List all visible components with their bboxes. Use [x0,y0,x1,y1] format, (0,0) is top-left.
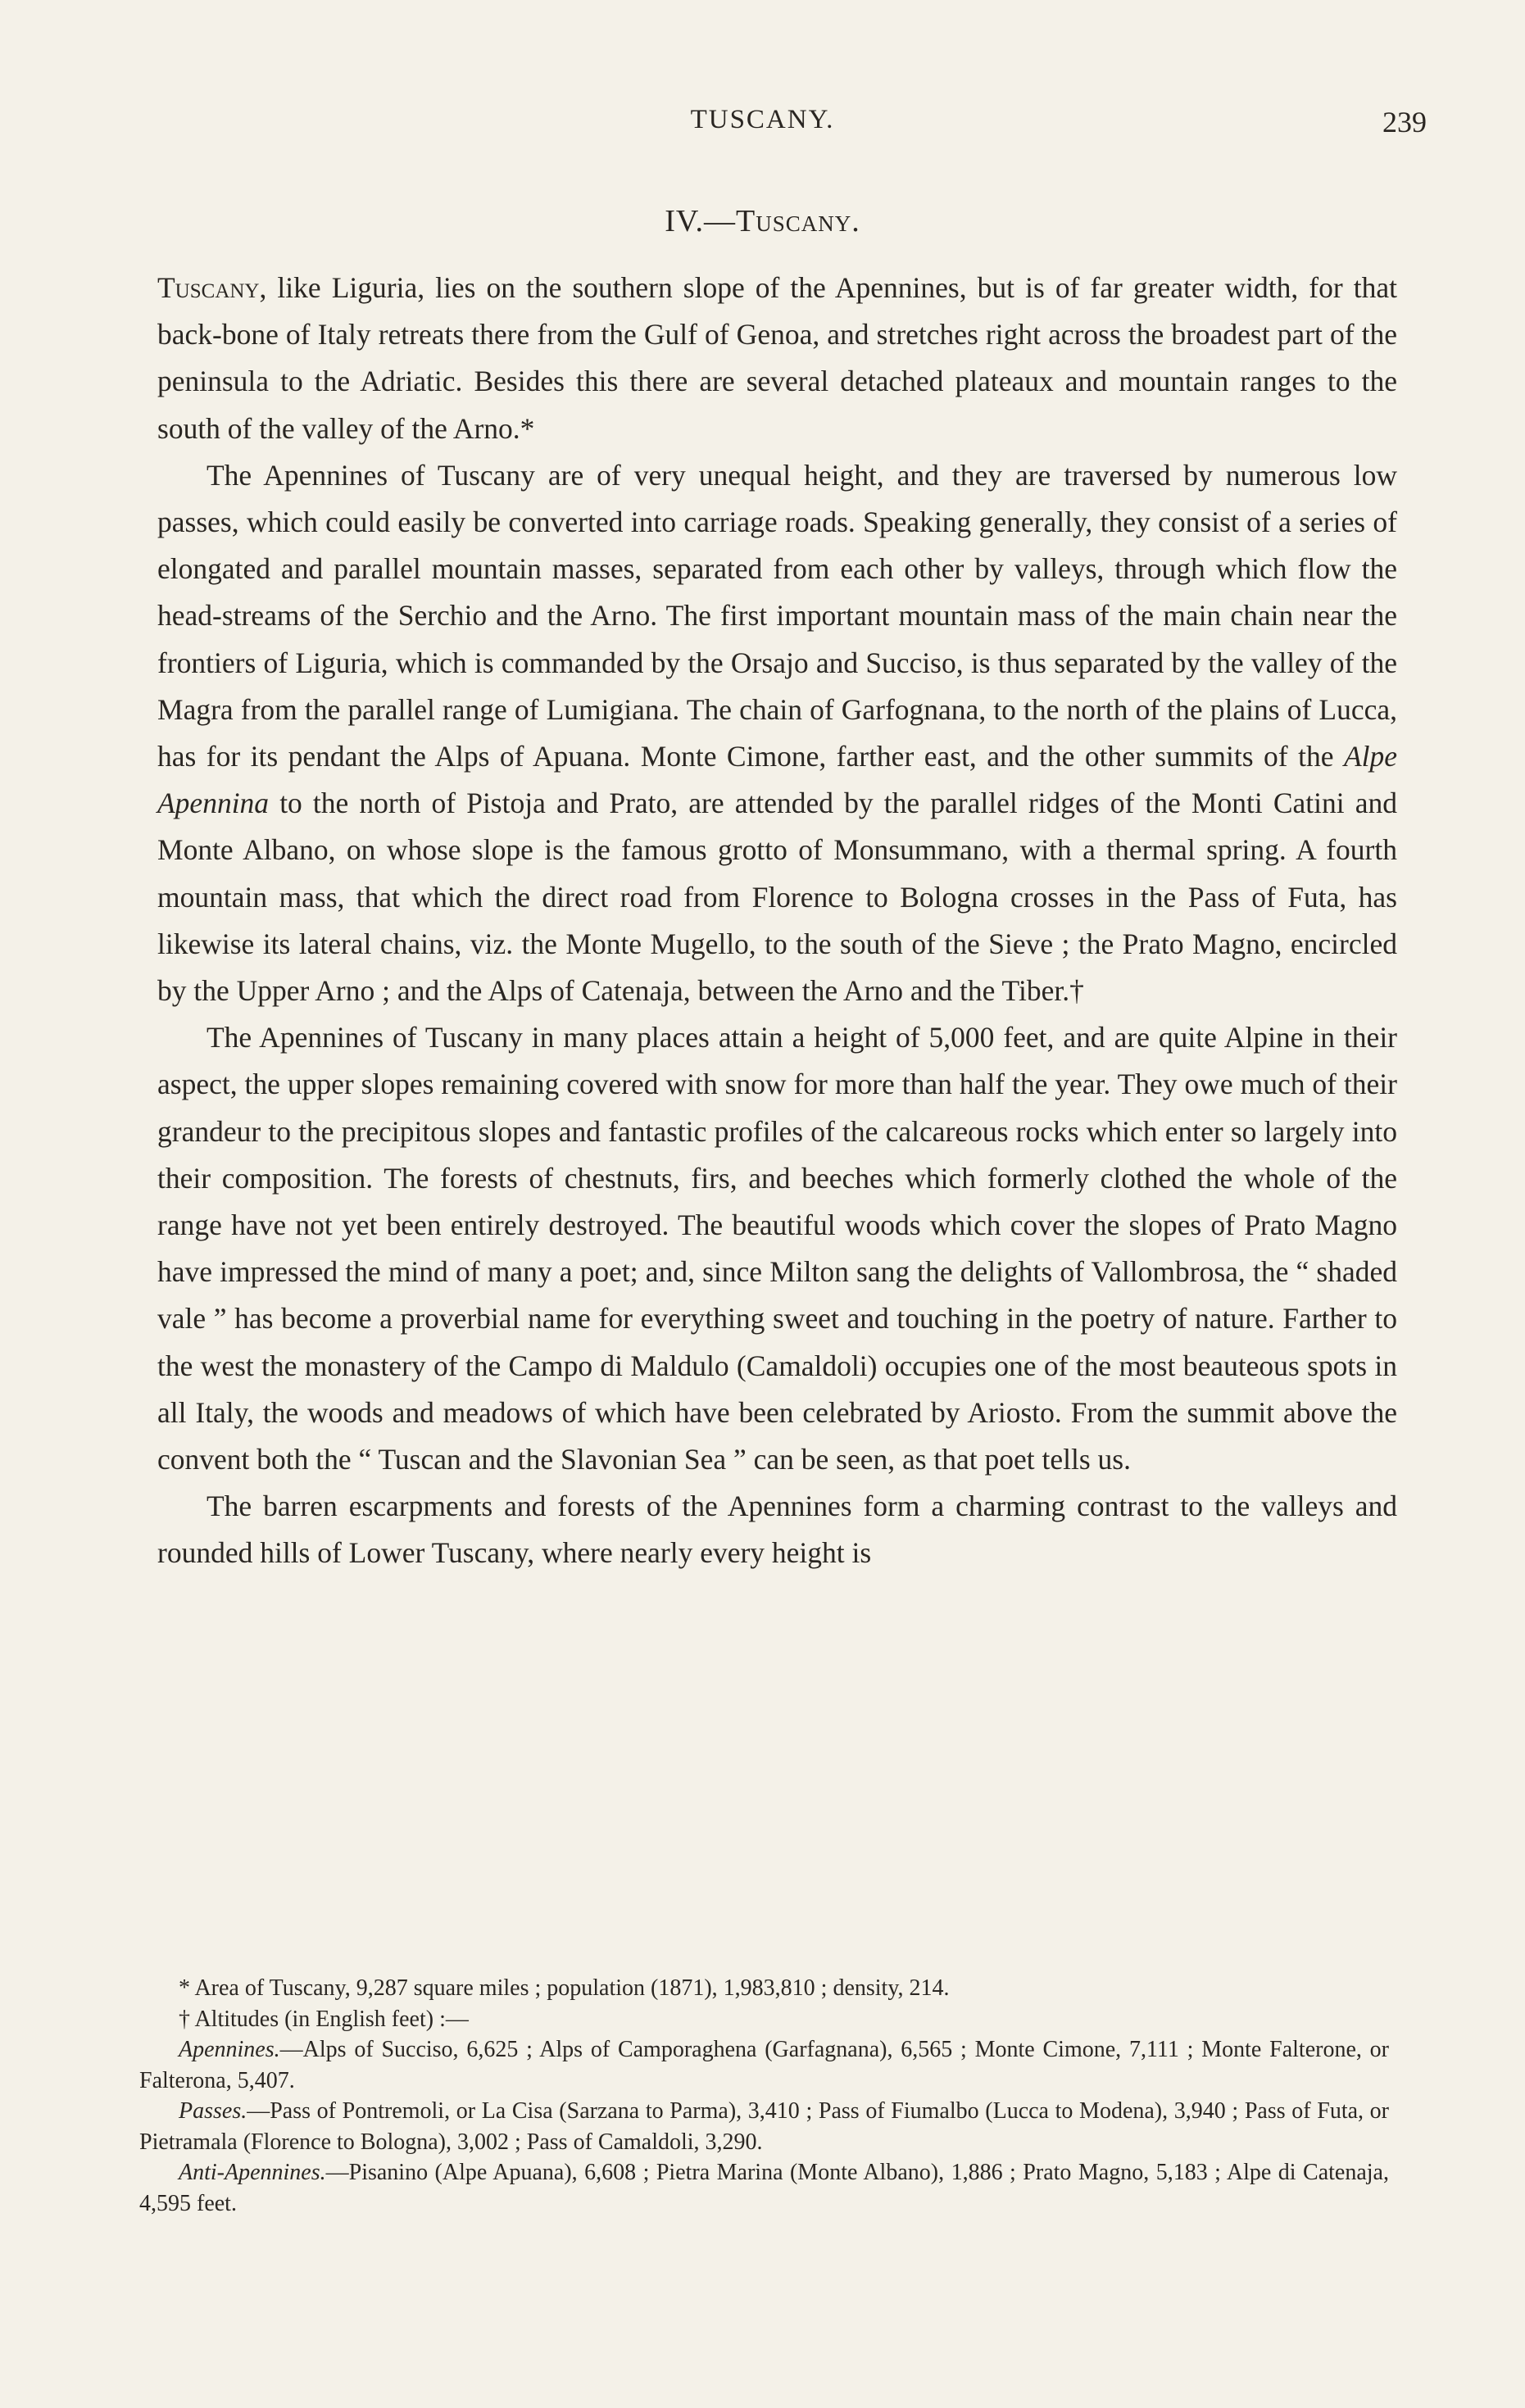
paragraph [157,1483,1397,1576]
section-title: Tuscany. [735,204,860,238]
footnote-label: Anti-Apennines. [179,2160,326,2185]
section-numeral: IV.— [665,204,736,238]
footnote [139,2034,1389,2096]
footnote-text: † Altitudes (in English feet) :— [179,2006,469,2032]
paragraph-text: to the north of Pistoja and Prato, are attended by the parallel ridges of the Monti Catini and Monte Albano, on whose slope is the famous grotto of Monsummano, with a thermal spring. A fourth mountain mass, that which the direct road from Florence to Bologna crosses in the Pass of Futa, has likewise its lateral chains, viz. the Monte Mugello, to the south of the Sieve ; the Prato Magno, encircled by the Upper Arno ; and the Alps of Catenaja, between the Arno and the Tiber.† [157,787,1397,1008]
footnote [139,1973,1389,2004]
footnote-text: —Pass of Pontremoli, or La Cisa (Sarzana to Parma), 3,410 ; Pass of Fiumalbo (Lucca to Modena), 3,940 ; Pass of Futa, or Pietramala (Florence to Bologna), 3,002 ; Pass of Camaldoli, 3,290. [139,2098,1389,2155]
footnote-label: Passes. [179,2098,247,2124]
footnote-text: * Area of Tuscany, 9,287 square miles ; population (1871), 1,983,810 ; density, 214. [179,1975,950,2001]
paragraph-text: The barren escarpments and forests of the Apennines form a charming contrast to the valleys and rounded hills of Lower Tuscany, where nearly every height is [157,1490,1397,1570]
footnote-text: —Pisanino (Alpe Apuana), 6,608 ; Pietra Marina (Monte Albano), 1,886 ; Prato Magno, 5,183 ; Alpe di Catenaja, 4,595 feet. [139,2160,1389,2216]
footnotes [139,1973,1389,2219]
paragraph-text: , like Liguria, lies on the southern slope of the Apennines, but is of far greater width, for that back-bone of Italy retreats there from the Gulf of Genoa, and stretches right across the broadest part of the peninsula to the Adriatic. Besides this there are several detached plateaux and mountain ranges to the south of the valley of the Arno.* [157,271,1397,445]
footnote [139,2157,1389,2219]
paragraph [157,1014,1397,1483]
paragraph [157,452,1397,1014]
running-head [0,105,1525,146]
paragraph-text: The Apennines of Tuscany in many places attain a height of 5,000 feet, and are quite Alpine in their aspect, the upper slopes remaining covered with snow for more than half the year. They owe much of their grandeur to the precipitous slopes and fantastic profiles of the calcareous rocks which enter so largely into their composition. The forests of chestnuts, firs, and beeches which formerly clothed the whole of the range have not yet been entirely destroyed. The beautiful woods which cover the slopes of Prato Magno have impressed the mind of many a poet; and, since Milton sang the delights of Vallombrosa, the “ shaded vale ” has become a proverbial name for everything sweet and touching in the poetry of nature. Farther to the west the monastery of the Campo di Maldulo (Camaldoli) occupies one of the most beauteous spots in all Italy, the woods and meadows of which have been celebrated by Ariosto. From the summit above the convent both the “ Tuscan and the Slavonian Sea ” can be seen, as that poet tells us. [157,1021,1397,1476]
footnote [139,2096,1389,2157]
section-heading [0,203,1525,239]
footnote [139,2004,1389,2035]
paragraph-italic-text: Alpe Apennina [157,740,1397,820]
footnote-text: —Alps of Succiso, 6,625 ; Alps of Camporaghena (Garfagnana), 6,565 ; Monte Cimone, 7,111 ; Monte Falterone, or Falterona, 5,407. [139,2037,1389,2093]
paragraph-text: The Apennines of Tuscany are of very unequal height, and they are traversed by numerous low passes, which could easily be converted into carriage roads. Speaking generally, they consist of a series of elongated and parallel mountain masses, separated from each other by valleys, through which flow the head-streams of the Serchio and the Arno. The first important mountain mass of the main chain near the frontiers of Liguria, which is commanded by the Orsajo and Succiso, is thus separated by the valley of the Magra from the parallel range of Lumigiana. The chain of Garfognana, to the north of the plains of Lucca, has for its pendant the Alps of Apuana. Monte Cimone, farther east, and the other summits of the [157,458,1397,773]
running-title: TUSCANY. [690,105,835,134]
body-text [157,265,1397,1577]
footnote-label: Apennines. [179,2037,280,2062]
page-number: 239 [1382,106,1427,138]
paragraph [157,265,1397,452]
paragraph-lead: Tuscany [157,271,260,304]
